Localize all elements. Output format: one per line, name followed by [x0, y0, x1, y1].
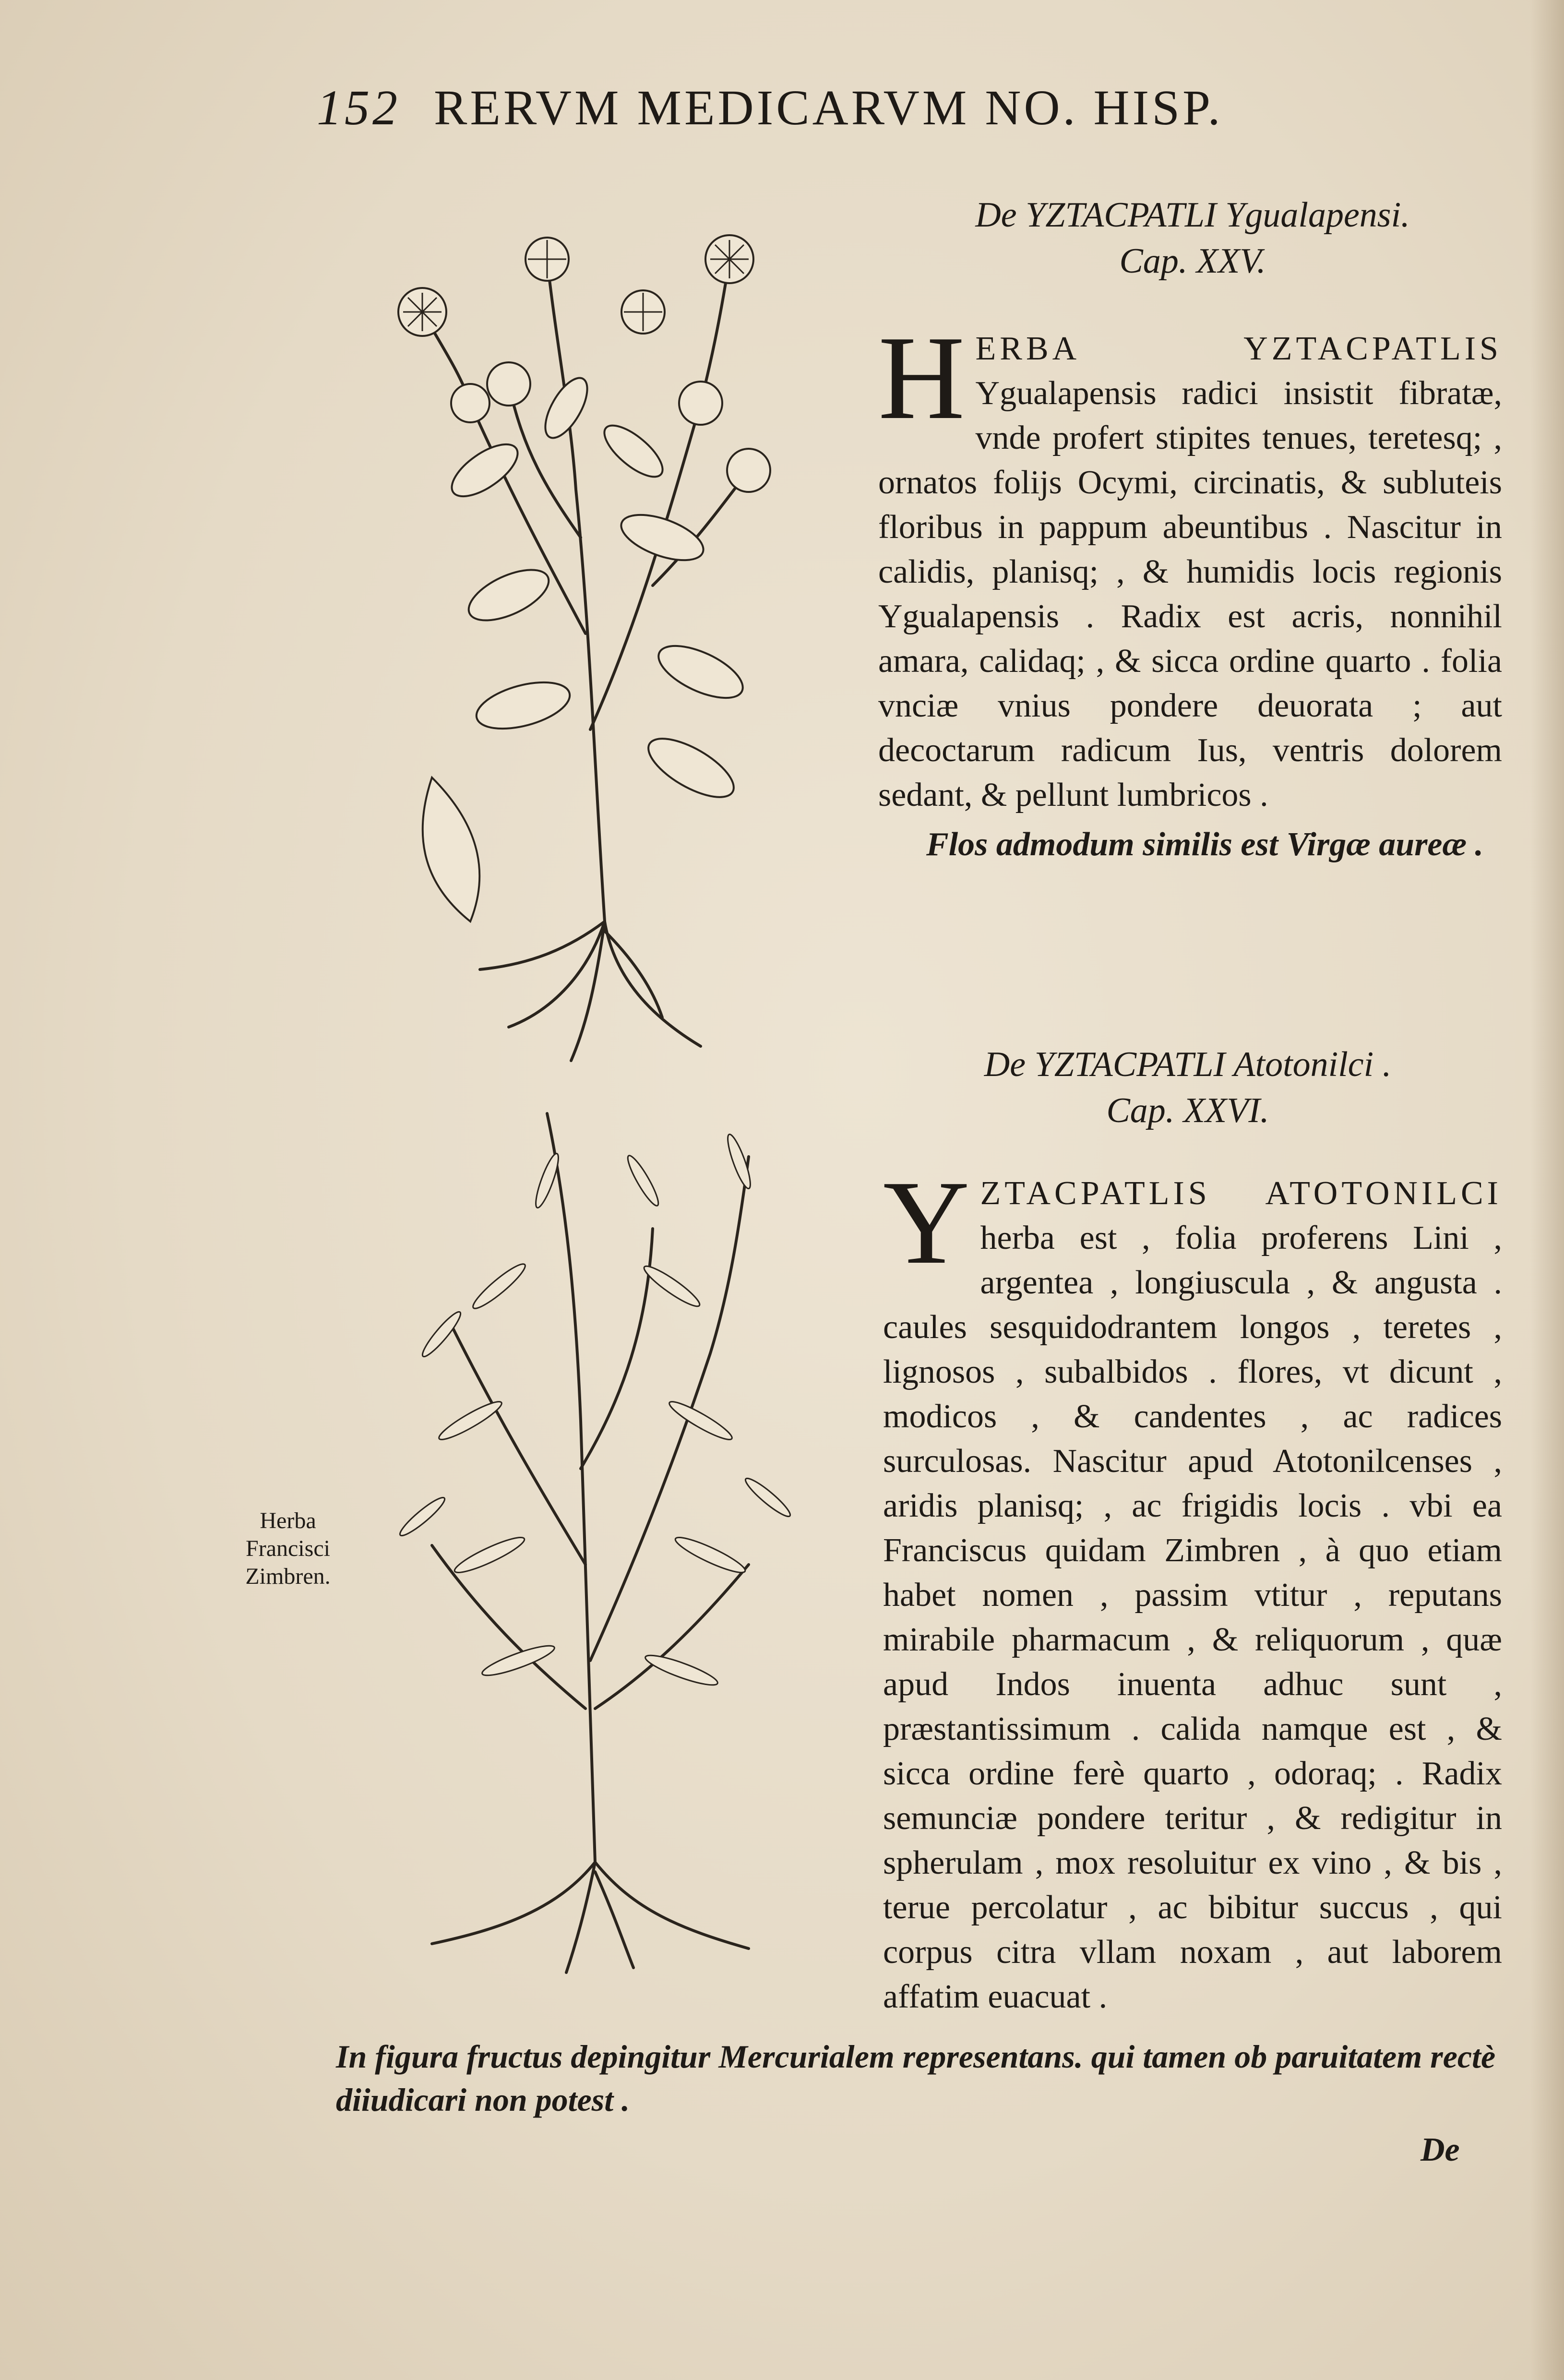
chapter-26-title: [888, 1041, 1488, 1134]
chapter-25-lead: ERBA YZTACPATLIS: [975, 330, 1502, 367]
chapter-26-dropcap: Y: [883, 1156, 970, 1289]
chapter-26-title-line2: Cap. XXVI.: [1106, 1091, 1269, 1130]
running-header: [317, 79, 1421, 142]
chapter-26-title-line1: De YZTACPATLI Atotonilci .: [984, 1045, 1392, 1084]
figure-note: In figura fructus depingitur Mercurialem representans. qui tamen ob paruitatem rectè diiudicari non potest .: [336, 2038, 1496, 2118]
page-edge-shadow: [1530, 0, 1564, 2380]
chapter-25-title: [893, 192, 1492, 284]
woodcut-plant-yztacpatli-atotonilci: [374, 1085, 825, 1982]
margin-note-line1: Herba: [260, 1508, 316, 1533]
chapter-26-body: [883, 1156, 1502, 2019]
chapter-25-body: [878, 311, 1502, 867]
chapter-26-lead: ZTACPATLIS ATOTONILCI: [980, 1175, 1502, 1212]
running-title: RERVM MEDICARVM NO. HISP.: [434, 80, 1223, 135]
chapter-25-title-line1: De YZTACPATLI Ygualapensi.: [975, 195, 1410, 235]
chapter-25-flos-note: Flos admodum similis est Virgæ aureæ .: [926, 826, 1484, 863]
catchword: De: [1421, 2131, 1460, 2168]
margin-note-line2: Francisci: [246, 1536, 330, 1561]
woodcut-plant-yztacpatli-ygualapensi: [365, 202, 825, 1075]
chapter-25-text: Ygualapensis radici insistit fibratæ, vnde profert stipites tenues, teretesq; , ornatos folijs Ocymi, circinatis, & subluteis floribus in pappum abeuntibus . Nascitur in calidis, planisq; , & humidis locis regionis Ygualapensis . Radix est acris, nonnihil amara, calidaq; , & sicca ordine quarto . folia vnciæ vnius pondere deuorata ; aut decoctarum radicum Ius, ventris dolorem sedant, & pellunt lumbricos .: [878, 375, 1502, 813]
page-number: 152: [317, 80, 400, 135]
chapter-25-dropcap: H: [878, 311, 965, 444]
margin-note: [226, 1507, 350, 1591]
margin-note-line3: Zimbren.: [245, 1564, 331, 1589]
chapter-25-title-line2: Cap. XXV.: [1119, 241, 1266, 281]
chapter-26-text: herba est , folia proferens Lini , argentea , longiuscula , & angusta . caules sesquidodrantem longos , teretes , lignosos , subalbidos . flores, vt dicunt , modicos , & candentes , ac radices surculosas. Nascitur apud Atotonilcenses , aridis planisq; , ac frigidis locis . vbi ea Franciscus quidam Zimbren , à quo etiam habet nomen , passim vtitur , reputans mirabile pharmacum , & reliquorum , quæ apud Indos inuenta adhuc sunt , præstantissimum . calida namque est , & sicca ordine ferè quarto , odoraq; . Radix semunciæ pondere teritur , & redigitur in spherulam , mox resoluitur ex vino , & bis , terue percolatur , ac bibitur succus , qui corpus citra vllam noxam , aut laborem affatim euacuat .: [883, 1220, 1502, 2015]
